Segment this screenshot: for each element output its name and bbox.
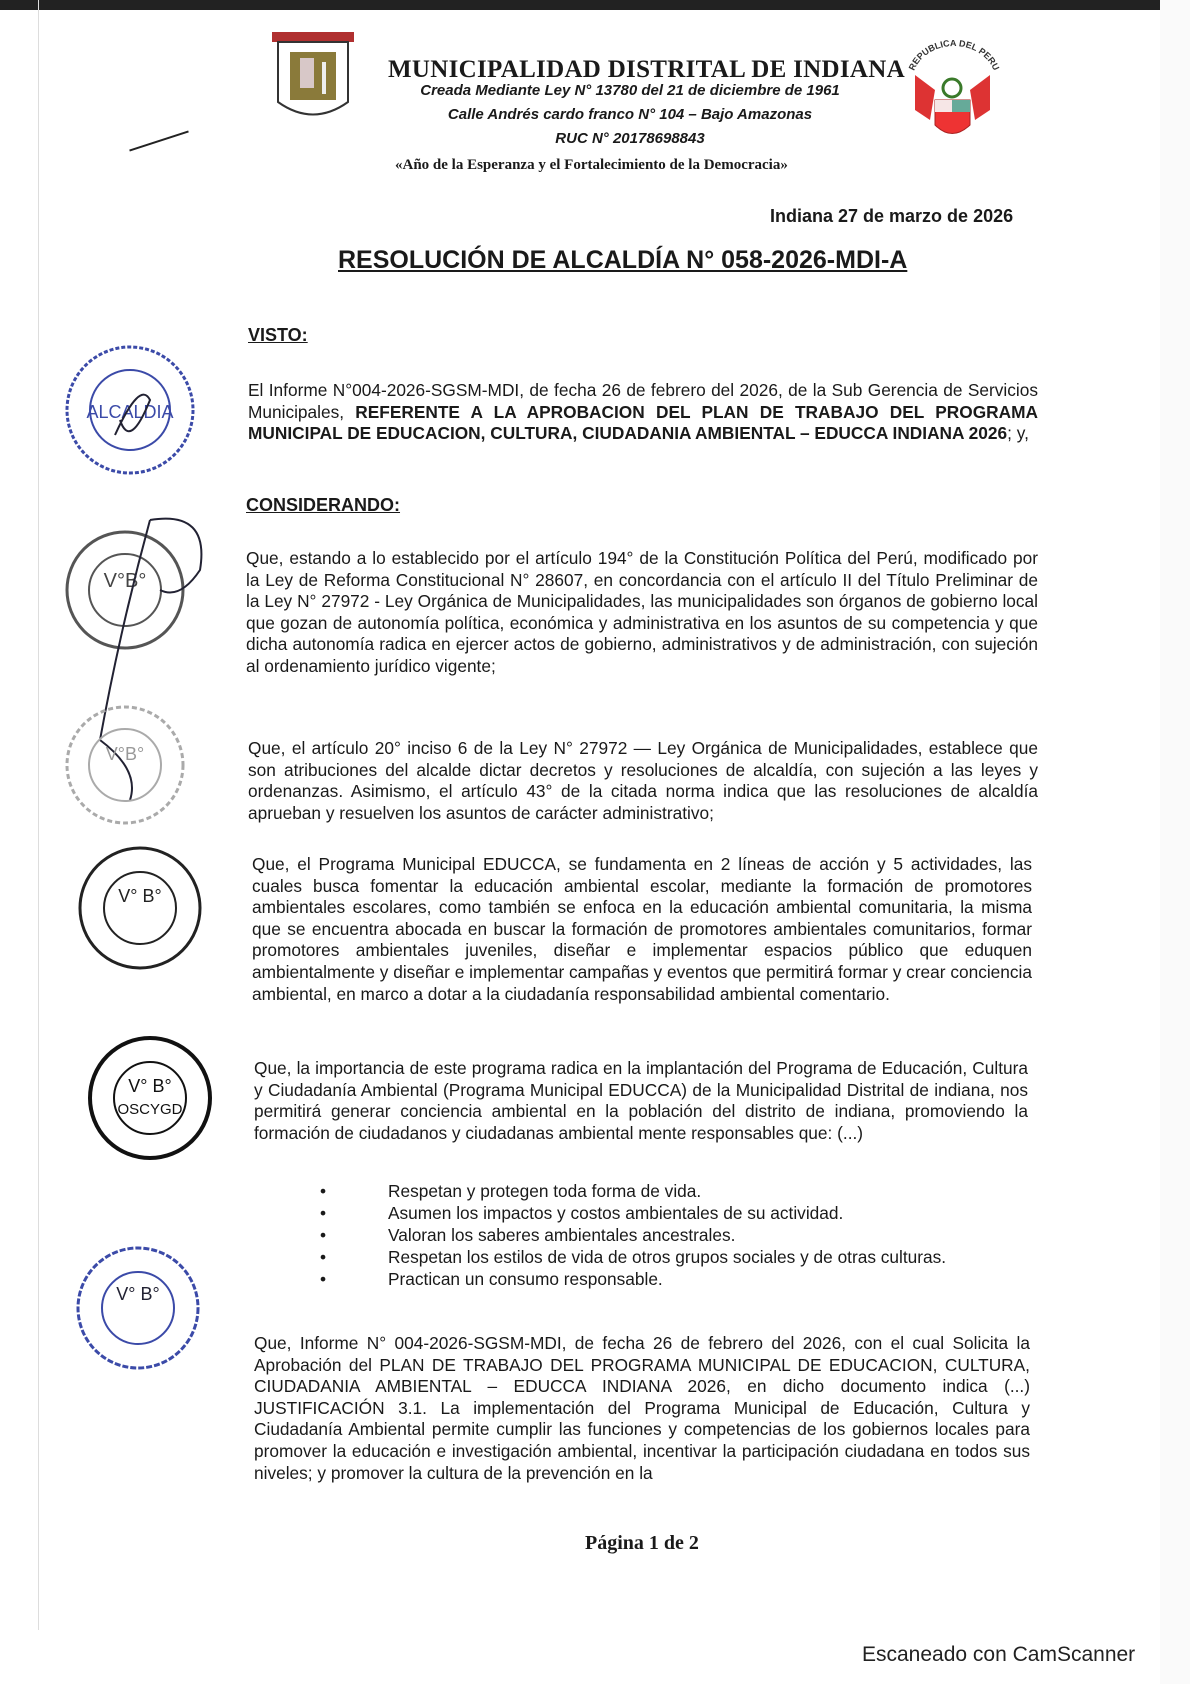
scanner-watermark: Escaneado con CamScanner [862,1643,1136,1666]
list-item: • Asumen los impactos y costos ambientales de su actividad. [320,1202,946,1224]
creation-law: Creada Mediante Ley N° 13780 del 21 de diciembre de 1961 [420,82,840,99]
list-item: • Practican un consumo responsable. [320,1268,946,1290]
address: Calle Andrés cardo franco N° 104 – Bajo Amazonas [447,106,813,123]
considerando-paragraph-2: Que, el artículo 20° inciso 6 de la Ley N° 27972 — Ley Orgánica de Municipalidades, establece que son atribuciones del alcalde dictar decretos y resoluciones de alcaldía, con sujeción a las leyes y ordenanzas. Asimismo, el artículo 43° de la citada norma indica que las resoluciones de alcaldía aprueban y resuelven los asuntos de carácter administrativo; [248,738,1038,823]
considerando-paragraph-4: Que, la importancia de este programa radica en la implantación del Programa de Educación, Cultura y Ciudadanía Ambiental (Programa Municipal EDUCCA) de la Municipalidad Distrital de indiana, nos permitirá generar conciencia ambiental en la población del distrito de indiana, promoviendo la formación de ciudadanos y ciudadanas ambiental mente responsables que: (...) [254,1058,1028,1143]
stamp-planeamiento [70,1240,210,1380]
scan-edge [38,0,39,1630]
crest-lettering [907,40,1002,72]
visto-subject: REFERENTE A LA APROBACION DEL PLAN DE TRABAJO DEL PROGRAMA MUNICIPAL DE EDUCACION, CULTURA, CIUDADANIA AMBIENTAL – EDUCCA INDIANA 2026 [248,401,1038,444]
svg-text:V°B°: V°B° [103,570,147,592]
svg-text:V° B°: V° B° [116,1284,160,1304]
visto-heading: VISTO: [248,325,308,345]
svg-text:OSCYGD: OSCYGD [117,1101,183,1118]
visto-text: El Informe N°004-2026-SGSM-MDI, de fecha 26 de febrero del 2026, de la Sub Gerencia de Servicios Municipales, [248,380,1038,422]
stamp-director [60,700,200,830]
considerando-heading: CONSIDERANDO: [246,495,401,515]
svg-text:V° B°: V° B° [118,886,162,906]
bullet-list [320,1180,946,1290]
svg-text:V° B°: V° B° [128,1076,172,1096]
considerando-paragraph-1: Que, estando a lo establecido por el artículo 194° de la Constitución Política del Perú, modificado por la Ley de Reforma Constitucional N° 28607, en concordancia con el artículo II del Título Preliminar de la Ley N° 27972 - Ley Orgánica de Municipalidades, las municipalidades son órganos de gobierno local que gozan de autonomía política, económica y administrativa en los asuntos de su competencia y que dicha autonomía radica en ejercer actos de gobierno, administrativos y de administración, con sujeción al ordenamiento jurídico vigente; [246,548,1038,676]
visto-end: ; y, [1007,423,1029,444]
crest-lettering-text: REPUBLICA DEL PERU [906,40,1002,72]
year-motto: «Año de la Esperanza y el Fortalecimiento de la Democracia» [395,157,788,173]
ruc: RUC N° 20178698843 [555,130,705,147]
document-date: Indiana 27 de marzo de 2026 [770,206,1014,226]
list-item: • Valoran los saberes ambientales ancestrales. [320,1224,946,1246]
stamp-asesoria-juridica [72,840,212,980]
municipal-logo [272,32,354,127]
scan-edge [0,0,1160,10]
svg-text:V°B°: V°B° [105,744,145,764]
considerando-paragraph-5: Que, Informe N° 004-2026-SGSM-MDI, de fecha 26 de febrero del 2026, con el cual Solicita la Aprobación del PLAN DE TRABAJO DEL PROGRAMA MUNICIPAL DE EDUCACION, CULTURA, CIUDADANIA AMBIENTAL – EDUCCA INDIANA 2026, en dicho documento indica (...) JUSTIFICACIÓN 3.1. La implementación del Programa Municipal de Educación, Cultura y Ciudadanía Ambiental permite cumplir las funciones y competencias de los gobiernos locales para promover la educación e investigación ambiental, incentivar la participación ciudadana en todos sus niveles; y promover la cultura de la prevención en la [254,1333,1030,1483]
list-item: • Respetan los estilos de vida de otros grupos sociales y de otras culturas. [320,1246,946,1268]
list-item: • Respetan y protegen toda forma de vida. [320,1180,946,1202]
scan-edge [1160,0,1190,1684]
pen-mark [129,130,189,151]
stamp-oscygd [82,1030,222,1170]
peru-coat-of-arms [900,40,1005,150]
considerando-paragraph-3: Que, el Programa Municipal EDUCCA, se fundamenta en 2 líneas de acción y 5 actividades, las cuales busca fomentar la educación ambiental escolar, mediante la formación de promotores ambientales escolares, como también se enfoca en la educación ambiental comunitaria, la misma que se encuentra abocada en buscar la formación de promotores ambientales comunitarios, formar promotores ambientales juveniles, diseñar e implementar espacios público que eduquen ambientalmente y diseñar e implementar campañas y eventos que permitirá formar y crear conciencia ambiental, en marco a dotar a la ciudadanía responsabilidad ambiental comentario. [252,854,1032,1004]
page-number: Página 1 de 2 [585,1532,699,1554]
institution-title: MUNICIPALIDAD DISTRITAL DE INDIANA [388,56,905,83]
resolution-title: RESOLUCIÓN DE ALCALDÍA N° 058-2026-MDI-A [338,246,908,274]
stamp-alcaldia [60,340,200,480]
svg-text:ALCALDIA: ALCALDIA [86,402,174,422]
visto-paragraph [248,380,1038,445]
